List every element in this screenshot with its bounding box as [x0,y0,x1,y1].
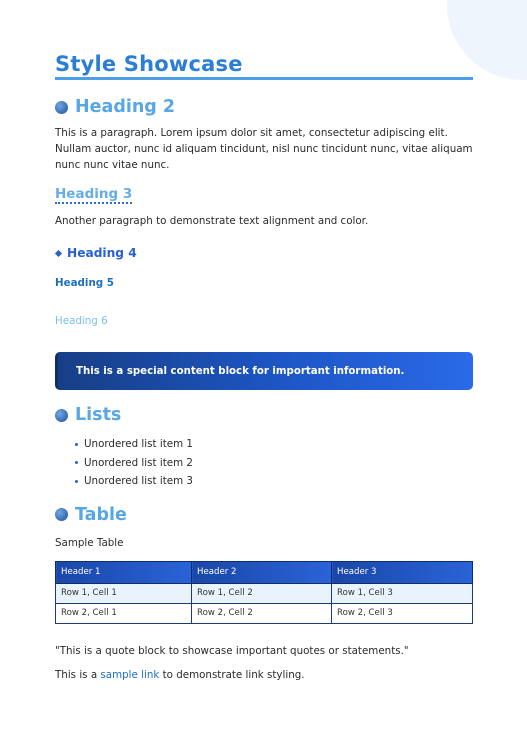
document-page [55,52,473,681]
circle-bullet-icon [55,508,68,521]
table-heading-text: Table [75,504,127,525]
table-header-row [56,561,473,583]
list-item-text: Unordered list item 1 [84,438,193,450]
heading-5: Heading 5 [55,277,114,289]
heading-6: Heading 6 [55,315,108,327]
unordered-list [55,435,473,491]
circle-bullet-icon [55,101,68,114]
table-cell: Row 1, Cell 1 [56,583,192,603]
table-cell: Row 1, Cell 3 [332,583,473,603]
table-header-cell: Header 2 [192,561,332,583]
quote-block: "This is a quote block to showcase important quotes or statements." [55,644,409,657]
dot-bullet-icon [75,461,78,464]
sample-link[interactable]: sample link [100,668,160,681]
heading-2 [55,97,473,117]
diamond-icon [55,249,62,256]
list-item [75,472,473,491]
sample-table [55,561,473,624]
table-header-cell: Header 1 [56,561,192,583]
heading-4-text: Heading 4 [67,246,137,260]
table-cell: Row 1, Cell 2 [192,583,332,603]
table-cell: Row 2, Cell 2 [192,603,332,623]
paragraph-1: This is a paragraph. Lorem ipsum dolor sit amet, consectetur adipiscing elit. Nullam auctor, nunc id aliquam tincidunt, nisl nunc tincidunt nunc, vitae aliquam nunc nunc vitae nunc. [55,127,473,171]
list-item-text: Unordered list item 3 [84,475,193,487]
heading-3: Heading 3 [55,186,133,202]
table-cell: Row 2, Cell 1 [56,603,192,623]
table-heading [55,505,473,525]
dot-bullet-icon [75,443,78,446]
special-content-block: This is a special content block for important information. [55,352,473,390]
table-row [56,603,473,623]
paragraph-2: Another paragraph to demonstrate text alignment and color. [55,215,369,227]
heading-2-text: Heading 2 [75,97,176,117]
heading-4 [55,246,473,260]
table-header-cell: Header 3 [332,561,473,583]
table-cell: Row 2, Cell 3 [332,603,473,623]
dot-bullet-icon [75,480,78,483]
page-title: Style Showcase [55,52,473,80]
lists-heading [55,405,473,425]
circle-bullet-icon [55,409,68,422]
table-row [56,583,473,603]
link-prefix-text: This is a [55,668,101,681]
list-item [75,435,473,454]
link-suffix-text: to demonstrate link styling. [159,668,305,681]
link-paragraph [55,669,473,681]
list-item-text: Unordered list item 2 [84,456,193,469]
lists-heading-text: Lists [75,405,122,425]
table-caption: Sample Table [55,536,124,549]
list-item [75,454,473,473]
